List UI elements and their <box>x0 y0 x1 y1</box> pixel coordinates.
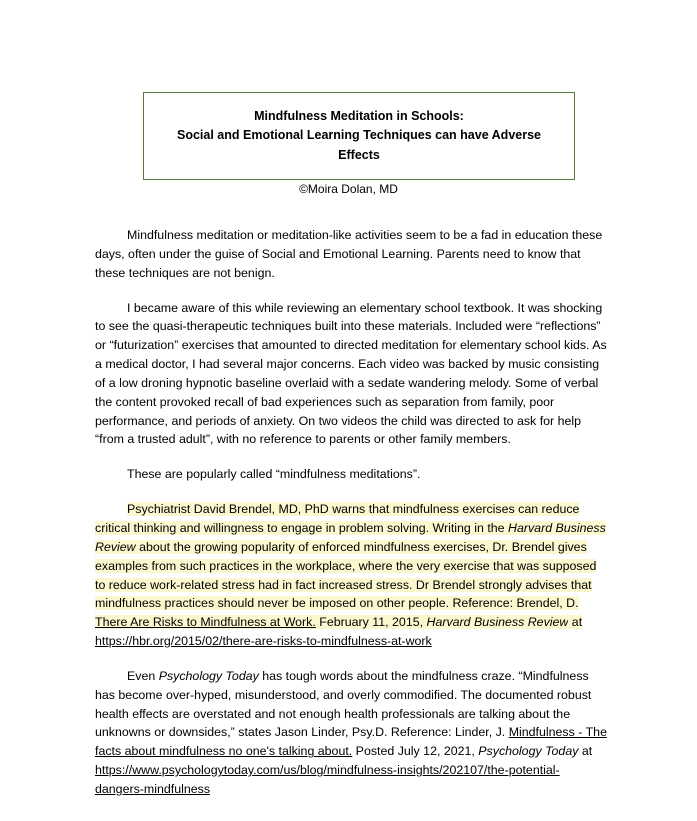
paragraph-4-article-title: There Are Risks to Mindfulness at Work. <box>95 615 316 630</box>
paragraph-5-text-d: at <box>578 744 593 759</box>
paragraph-5-text-b: has tough words about the mindfulness craze. “Mindfulness has become over-hyped, misunderstood, and overly commodified. The documented robust health effects are overstated and not enough health professionals are talking about the unknowns or downsides,” states Jason Linder, Psy.D. Reference: Linder, J. <box>95 668 592 740</box>
paragraph-1-text: Mindfulness meditation or meditation-like activities seem to be a fad in education these days, often under the guise of Social and Emotional Learning. Parents need to know that these techniques are not benign. <box>95 228 603 280</box>
title-box <box>143 92 575 180</box>
paragraph-4-italic-hbr-2: Harvard Business Review <box>426 615 569 630</box>
paragraph-5-text-c: Posted July 12, 2021, <box>352 744 479 759</box>
paragraph-4-italic-hbr-1: Harvard Business Review <box>95 520 606 554</box>
paragraph-3-text: These are popularly called “mindfulness meditations”. <box>127 467 421 482</box>
paragraph-5-italic-pt-1: Psychology Today <box>158 668 259 683</box>
paragraph-5-italic-pt-2: Psychology Today <box>478 744 579 759</box>
paragraph-5 <box>95 667 607 799</box>
paragraph-3 <box>95 465 607 484</box>
paragraph-2 <box>95 299 607 450</box>
paragraph-4-text-b: about the growing popularity of enforced mindfulness exercises, Dr. Brendel gives examples from such practices in the workplace, where the very exercise that was supposed to reduce work-related stress had in fact increased stress. Dr Brendel strongly advises that mindfulness practices should never be imposed on other people. Reference: Brendel, D. <box>95 539 597 611</box>
document-body <box>95 226 607 815</box>
paragraph-4-text-a: Psychiatrist David Brendel, MD, PhD warns that mindfulness exercises can reduce critical thinking and willingness to engage in problem solving. Writing in the <box>95 502 580 535</box>
paragraph-4-text-d: at <box>568 615 583 630</box>
author-byline: ©Moira Dolan, MD <box>299 182 398 196</box>
paragraph-4-highlighted <box>95 500 607 651</box>
paragraph-5-text-a: Even <box>127 668 159 683</box>
document-title-line-2: Social and Emotional Learning Techniques can have Adverse Effects <box>177 128 541 162</box>
paragraph-1 <box>95 226 607 283</box>
hbr-article-link[interactable]: https://hbr.org/2015/02/there-are-risks-to-mindfulness-at-work <box>95 634 432 649</box>
paragraph-2-text: I became aware of this while reviewing an elementary school textbook. It was shocking to see the quasi-therapeutic techniques built into these materials. Included were “reflections” or “futurization” exercises that amounted to directed meditation for elementary school kids. As a medical doctor, I had several major concerns. Each video was backed by music consisting of a low droning hypnotic baseline overlaid with a sedate wandering melody. Some of verbal the content provoked recall of bad experiences such as separation from family, poor performance, and periods of anxiety. On two videos the child was directed to ask for help “from a trusted adult”, with no reference to parents or other family members. <box>95 300 607 447</box>
psychology-today-article-link[interactable]: https://www.psychologytoday.com/us/blog/mindfulness-insights/202107/the-potential-dangers-mindfulness <box>95 763 560 796</box>
document-title-line-1: Mindfulness Meditation in Schools: <box>254 109 464 123</box>
paragraph-4-text-c: February 11, 2015, <box>315 615 427 630</box>
paragraph-5-article-title: Mindfulness - The facts about mindfulness no one's talking about. <box>95 725 607 759</box>
